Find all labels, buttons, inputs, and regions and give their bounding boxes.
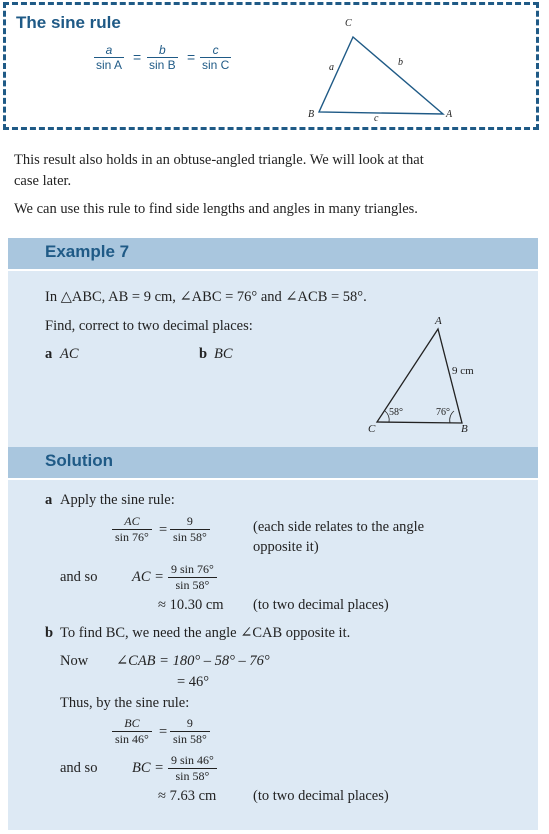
triangle-vertex-b: B	[461, 423, 468, 435]
fraction-9sin76-over-sin58	[168, 562, 217, 593]
equals-sign: =	[159, 724, 168, 740]
fraction-9-over-sin58-b	[170, 716, 210, 747]
solution-header-bar	[8, 447, 538, 480]
fraction-numerator: c	[212, 43, 219, 57]
fraction-denominator: sin 46°	[112, 731, 152, 747]
part-b-text: BC	[214, 346, 233, 362]
triangle-angle-c: 58°	[389, 407, 403, 418]
solution-b-result: ≈ 7.63 cm	[158, 788, 217, 804]
intro-line-3: We can use this rule to find side lengths and angles in many triangles.	[14, 201, 418, 217]
solution-b-lhs: BC =	[132, 760, 164, 776]
triangle-angle-b: 76°	[436, 407, 450, 418]
fraction-numerator: b	[159, 43, 166, 57]
side-b-label: b	[398, 57, 403, 68]
fraction-denominator: sin C	[202, 58, 230, 72]
fraction-denominator: sin 58°	[168, 577, 217, 593]
solution-b-and-so: and so	[60, 760, 98, 776]
solution-b-now: Now	[60, 653, 89, 669]
example-given: In △ABC, AB = 9 cm, ∠ABC = 76° and ∠ACB = 58°.	[45, 289, 367, 305]
sine-rule-box	[3, 2, 539, 130]
solution-a-note-line-2: opposite it)	[253, 539, 319, 555]
fraction-numerator: BC	[124, 716, 140, 730]
example-find: Find, correct to two decimal places:	[45, 318, 253, 334]
fraction-numerator: 9	[186, 716, 193, 730]
solution-b-intro: To find BC, we need the angle ∠CAB opposite it.	[60, 625, 351, 641]
fraction-a-over-sin-a	[94, 43, 124, 72]
solution-b-result-note: (to two decimal places)	[253, 788, 389, 804]
side-c-label: c	[374, 113, 379, 124]
example-title: Example 7	[45, 242, 130, 261]
fraction-denominator: sin 76°	[112, 529, 152, 545]
solution-a-result-note: (to two decimal places)	[253, 597, 389, 613]
triangle-vertex-a: A	[435, 315, 442, 327]
part-a-letter: a	[45, 346, 53, 362]
fraction-bc-over-sin46	[112, 716, 152, 747]
fraction-numerator: 9	[186, 514, 193, 528]
sine-rule-title: The sine rule	[16, 13, 121, 32]
angle-b-arc	[450, 411, 454, 423]
fraction-denominator: sin 58°	[170, 529, 210, 545]
part-a-text: AC	[60, 346, 79, 362]
part-b-letter: b	[199, 346, 208, 362]
triangle-vertex-c: C	[368, 423, 376, 435]
solution-a-note-line-1: (each side relates to the angle	[253, 519, 425, 535]
solution-b-thus: Thus, by the sine rule:	[60, 695, 190, 711]
example-header-bar	[8, 238, 538, 271]
fraction-numerator: AC	[124, 514, 140, 528]
solution-a-letter: a	[45, 492, 53, 508]
side-a-label: a	[329, 62, 334, 73]
fraction-c-over-sin-c	[200, 43, 231, 72]
fraction-b-over-sin-b	[147, 43, 178, 72]
equals-sign: =	[159, 522, 168, 538]
triangle-side-label: 9 cm	[452, 365, 474, 377]
fraction-numerator: 9 sin 76°	[171, 562, 214, 576]
solution-b-angle-result: = 46°	[177, 674, 210, 690]
solution-a-result: ≈ 10.30 cm	[158, 597, 224, 613]
fraction-denominator: sin 58°	[168, 768, 217, 784]
fraction-9sin46-over-sin58	[168, 753, 217, 784]
solution-a-intro: Apply the sine rule:	[60, 492, 175, 508]
solution-title: Solution	[45, 451, 113, 470]
equals-sign: =	[133, 49, 142, 65]
fraction-ac-over-sin76	[112, 514, 152, 545]
example-triangle-diagram	[368, 323, 478, 433]
fraction-numerator: 9 sin 46°	[171, 753, 214, 767]
sine-rule-triangle-diagram	[301, 23, 461, 123]
solution-a-lhs: AC =	[132, 569, 164, 585]
solution-a-and-so: and so	[60, 569, 98, 585]
intro-line-2: case later.	[14, 173, 72, 189]
fraction-denominator: sin A	[96, 58, 123, 72]
fraction-numerator: a	[105, 43, 113, 57]
vertex-b-label: B	[308, 109, 315, 120]
intro-line-1: This result also holds in an obtuse-angled triangle. We will look at that	[14, 152, 424, 168]
fraction-denominator: sin B	[149, 58, 176, 72]
fraction-9-over-sin58	[170, 514, 210, 545]
equals-sign: =	[187, 49, 196, 65]
example-panel	[8, 238, 538, 830]
vertex-a-label: A	[446, 109, 453, 120]
fraction-denominator: sin 58°	[170, 731, 210, 747]
solution-b-letter: b	[45, 625, 54, 641]
vertex-c-label: C	[345, 18, 352, 29]
triangle-shape	[319, 37, 443, 114]
solution-b-angle-line: ∠CAB = 180° – 58° – 76°	[116, 653, 270, 669]
